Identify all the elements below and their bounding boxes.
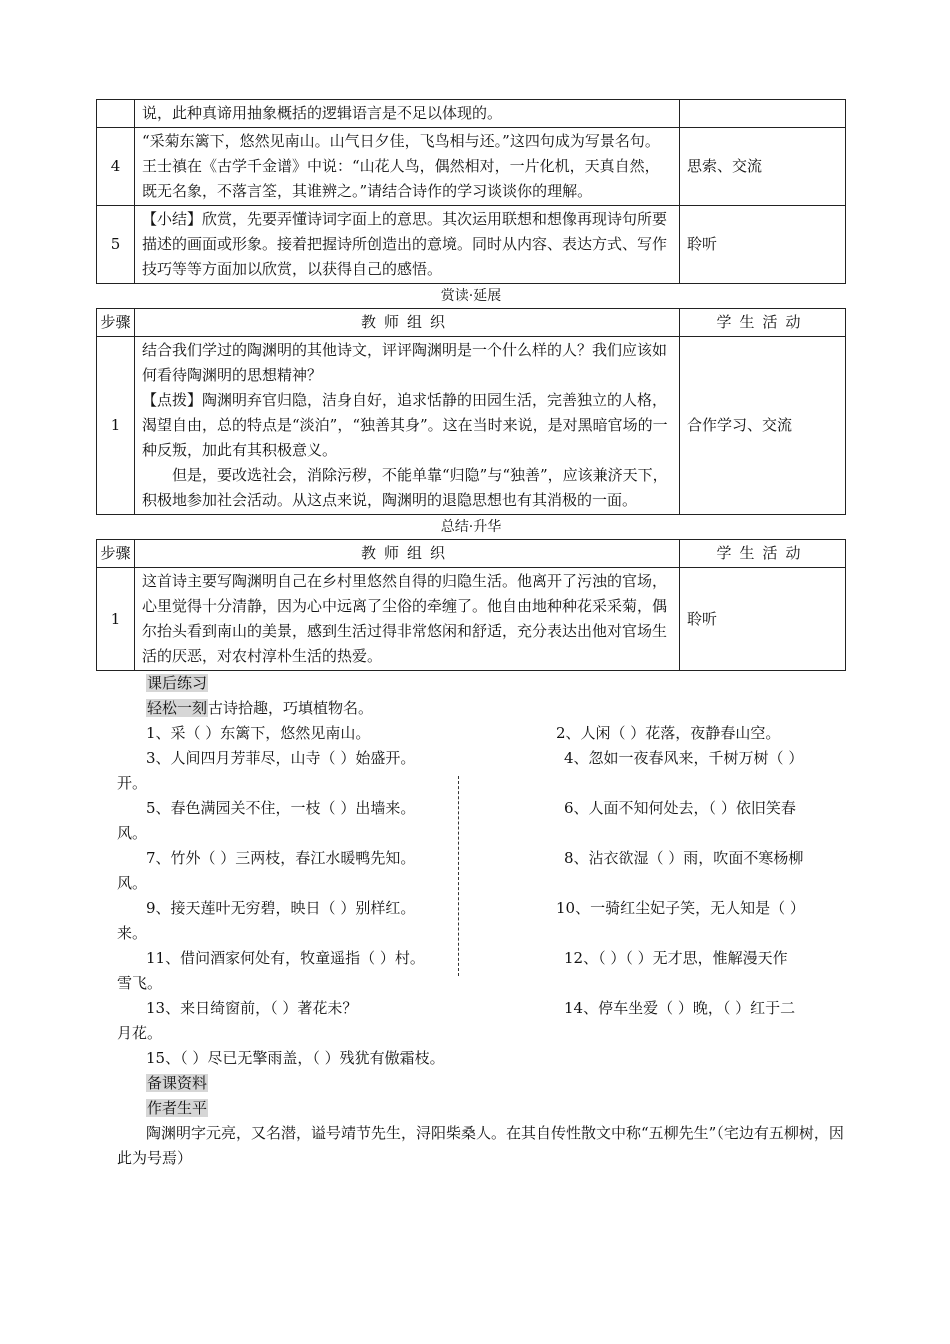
exercise-item-left: 7、竹外（ ）三两枝，春江水暖鸭先知。	[146, 849, 416, 867]
teacher-content: 【小结】欣赏，先要弄懂诗词字面上的意思。其次运用联想和想像再现诗句所要描述的画面或形象。接着把握诗所创造出的意境。同时从内容、表达方式、写作技巧等等方面加以欣赏，以获得自己的感悟。	[135, 206, 680, 284]
table-header-row	[97, 540, 846, 568]
document-page	[96, 99, 846, 1171]
exercise-intro-text: 古诗拾趣，巧填植物名。	[208, 699, 374, 717]
question-text: 结合我们学过的陶渊明的其他诗文，评评陶渊明是一个什么样的人？我们应该如何看待陶渊明的思想精神？	[142, 341, 668, 384]
student-activity: 思索、交流	[680, 128, 846, 206]
table-row	[97, 568, 846, 671]
exercise-item-wrap: 风。	[117, 824, 148, 842]
exercise-item-right: 6、人面不知何处去，（ ）依旧笑春	[564, 799, 796, 817]
student-activity: 聆听	[680, 568, 846, 671]
exercise-item-left: 13、来日绮窗前，（ ）著花未？	[146, 999, 358, 1017]
exercise-item-left: 11、借问酒家何处有，牧童遥指（ ）村。	[146, 949, 425, 967]
conclusion-text: 但是，要改选社会，消除污秽，不能单靠“归隐”与“独善”，应该兼济天下，积极地参加社会活动。从这点来说，陶渊明的退隐思想也有其消极的一面。	[142, 466, 668, 509]
teacher-content: 这首诗主要写陶渊明自己在乡村里悠然自得的归隐生活。他离开了污浊的官场，心里觉得十分清静，因为心中远离了尘俗的牵缠了。他自由地种种花采采菊，偶尔抬头看到南山的美景，感到生活过得非常悠闲和舒适，充分表达出他对官场生活的厌恶，对农村淳朴生活的热爱。	[135, 568, 680, 671]
teacher-content: “采菊东篱下，悠然见南山。山气日夕佳，飞鸟相与还。”这四句成为写景名句。王士禛在《古学千金谱》中说：“山花人鸟，偶然相对，一片化机，天真自然，既无名象，不落言筌，其谁辨之。”请结合诗作的学习谈谈你的理解。	[135, 128, 680, 206]
section-title-appreciation: 赏读·延展	[440, 288, 502, 304]
step-number: 1	[97, 337, 135, 515]
exercise-item-left: 5、春色满园关不住，一枝（ ）出墙来。	[146, 799, 416, 817]
student-activity: 聆听	[680, 206, 846, 284]
table-row	[97, 206, 846, 284]
materials-subheading-line	[96, 1096, 846, 1121]
exercise-row	[96, 796, 846, 821]
exercise-row	[96, 846, 846, 871]
exercise-item-wrap: 月花。	[117, 1024, 163, 1042]
step-number: 1	[97, 568, 135, 671]
step-number: 4	[97, 128, 135, 206]
exercise-list	[96, 721, 846, 1071]
materials-heading-line	[96, 1071, 846, 1096]
exercise-row	[96, 721, 846, 746]
exercise-item-right: 8、沾衣欲湿（ ）雨，吹面不寒杨柳	[564, 849, 804, 867]
exercise-item-left: 9、接天莲叶无穷碧，映日（ ）别样红。	[146, 899, 416, 917]
exercise-item-wrap: 来。	[117, 924, 148, 942]
header-step: 步骤	[97, 540, 135, 568]
section-title-summary: 总结·升华	[440, 519, 502, 535]
materials-heading: 备课资料	[147, 1074, 208, 1092]
exercise-item-right: 14、停车坐爱（ ）晚，（ ）红于二	[564, 999, 796, 1017]
header-teacher: 教师组织	[135, 309, 680, 337]
exercise-item-right: 2、人闲（ ）花落，夜静春山空。	[556, 724, 781, 742]
header-student: 学生活动	[680, 540, 846, 568]
header-teacher: 教师组织	[135, 540, 680, 568]
exercise-item-right: 4、忽如一夜春风来，千树万树（ ）	[564, 749, 804, 767]
step-number: 5	[97, 206, 135, 284]
exercise-row	[96, 996, 846, 1021]
exercise-intro	[96, 696, 846, 721]
exercise-item-right: 10、一骑红尘妃子笑，无人知是（ ）	[556, 899, 805, 917]
exercise-item-left: 15、（ ）尽已无擎雨盖，（ ）残犹有傲霜枝。	[146, 1049, 445, 1067]
exercise-row	[96, 1046, 846, 1071]
student-activity	[680, 100, 846, 128]
exercise-item-left: 1、采（ ）东篱下，悠然见南山。	[146, 724, 371, 742]
exercise-row	[96, 946, 846, 971]
table-header-row	[97, 309, 846, 337]
exercise-heading-line	[96, 671, 846, 696]
summary-table	[96, 539, 846, 671]
teacher-content: 说，此种真谛用抽象概括的逻辑语言是不足以体现的。	[135, 100, 680, 128]
materials-subheading: 作者生平	[147, 1099, 208, 1117]
header-step: 步骤	[97, 309, 135, 337]
exercise-intro-highlight: 轻松一刻	[147, 699, 208, 717]
student-activity: 合作学习、交流	[680, 337, 846, 515]
exercise-heading: 课后练习	[147, 674, 208, 692]
author-biography: 陶渊明字元亮，又名潜，谥号靖节先生，浔阳柴桑人。在其自传性散文中称“五柳先生”（宅边有五柳树，因此为号焉）	[117, 1124, 844, 1167]
exercise-item-wrap: 开。	[117, 774, 148, 792]
exercise-item-wrap: 风。	[117, 874, 148, 892]
exercise-row	[96, 896, 846, 921]
table-row	[97, 128, 846, 206]
lesson-table-continued	[96, 99, 846, 284]
header-student: 学生活动	[680, 309, 846, 337]
exercise-row	[96, 746, 846, 771]
exercise-item-wrap: 雪飞。	[117, 974, 163, 992]
hint-text: 【点拨】陶渊明弃官归隐，洁身自好，追求恬静的田园生活，完善独立的人格，渴望自由，总的特点是“淡泊”，“独善其身”。这在当时来说，是对黑暗官场的一种反叛，加此有其积极意义。	[142, 391, 668, 459]
step-number	[97, 100, 135, 128]
table-row	[97, 337, 846, 515]
table-row	[97, 100, 846, 128]
appreciation-table	[96, 308, 846, 515]
exercise-item-left: 3、人间四月芳菲尽，山寺（ ）始盛开。	[146, 749, 416, 767]
exercise-item-right: 12、（ ）（ ）无才思，惟解漫天作	[564, 949, 788, 967]
column-divider	[458, 776, 459, 976]
teacher-content	[135, 337, 680, 515]
